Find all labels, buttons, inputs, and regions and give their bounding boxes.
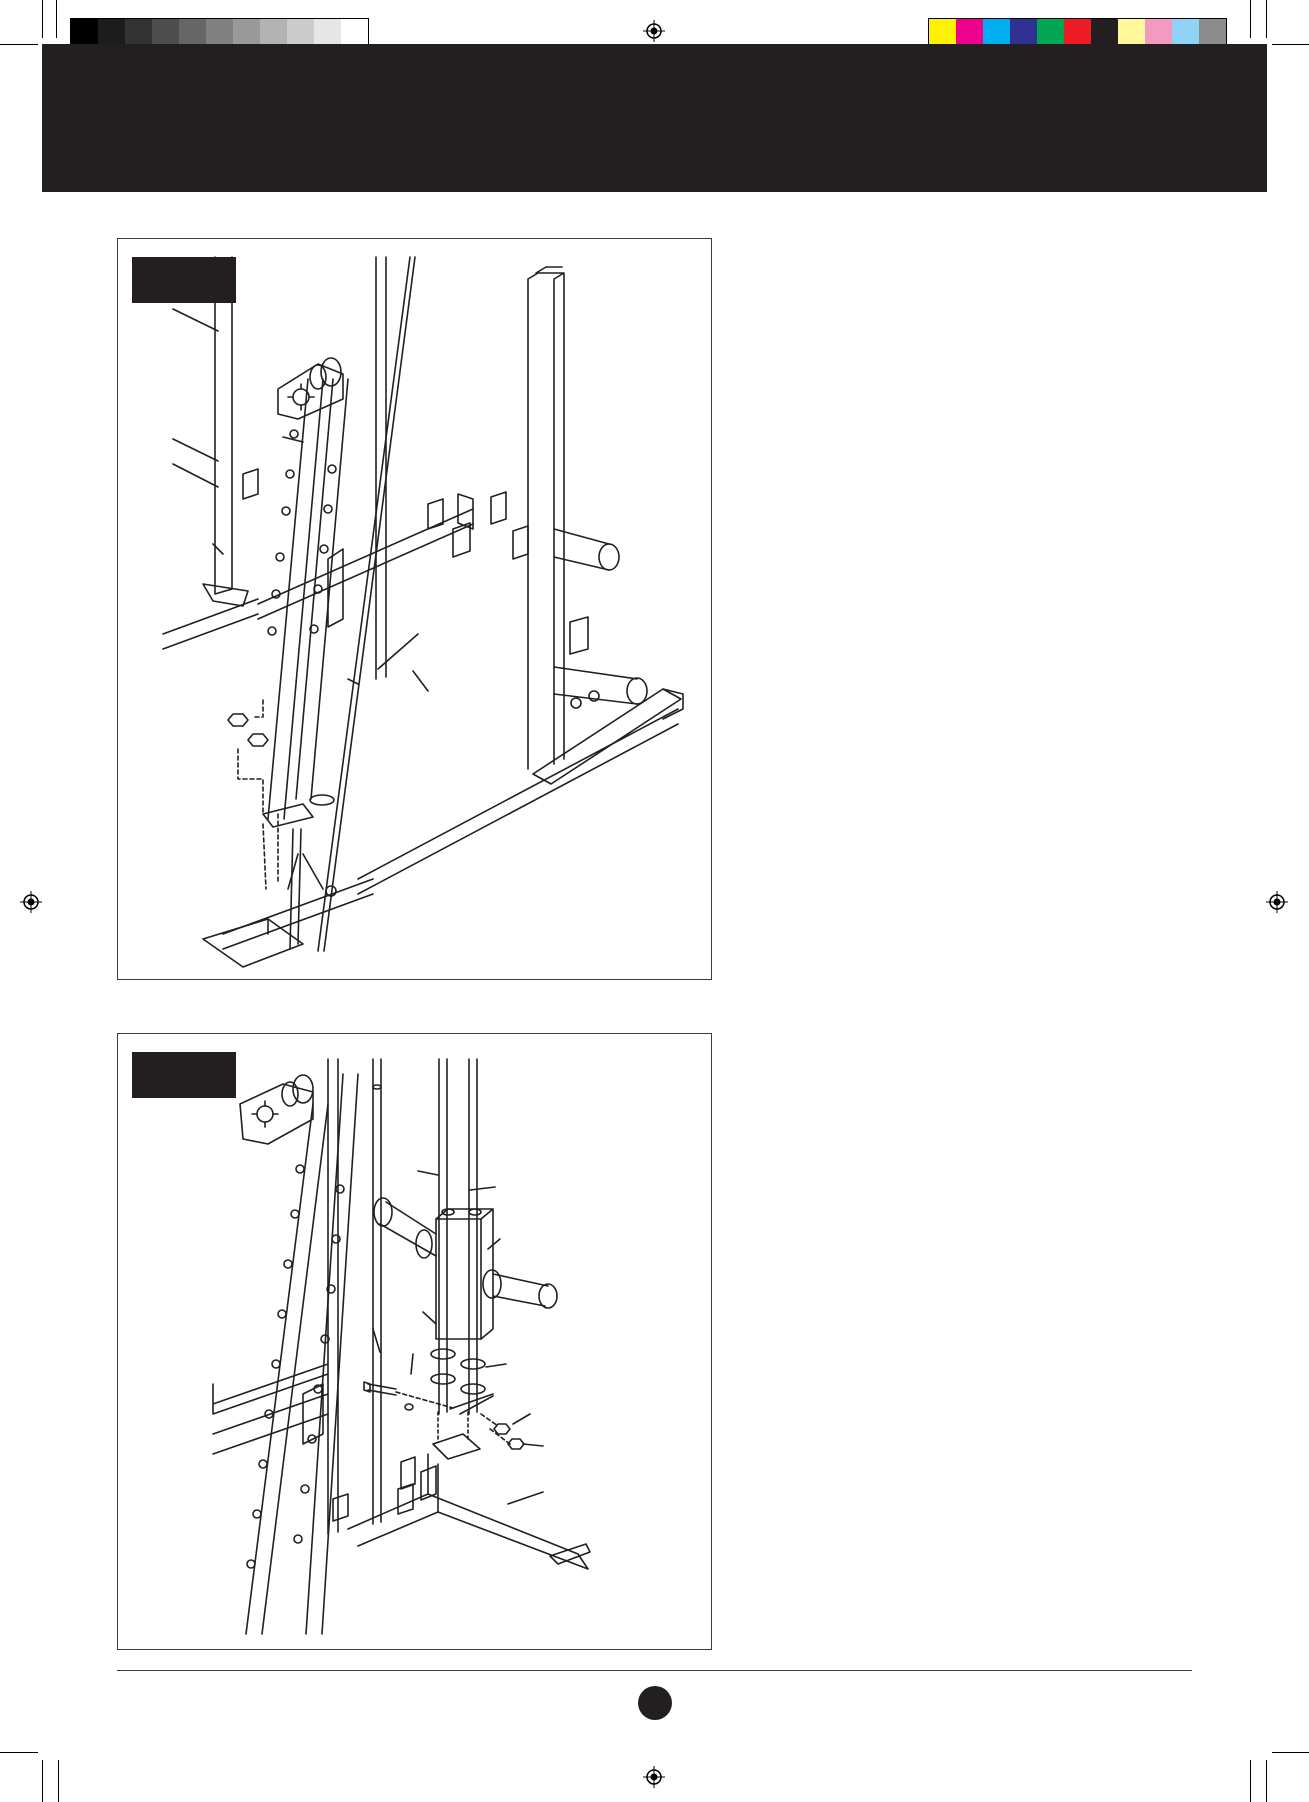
crop-mark xyxy=(0,1752,38,1753)
frame-assembly-drawing xyxy=(118,239,711,979)
color-swatch xyxy=(1064,19,1091,47)
registration-mark-icon xyxy=(20,891,42,913)
gray-swatch xyxy=(314,19,341,47)
crop-mark xyxy=(1272,1752,1309,1753)
gray-swatch xyxy=(287,19,314,47)
gray-swatch xyxy=(71,19,98,47)
page-number-badge xyxy=(638,1686,672,1720)
crop-mark xyxy=(1250,1760,1251,1802)
footer-rule xyxy=(117,1670,1192,1671)
registration-mark-icon xyxy=(643,1766,665,1788)
gray-swatch xyxy=(179,19,206,47)
step-label-tag xyxy=(132,257,236,303)
step-label-tag xyxy=(132,1052,236,1098)
color-swatch xyxy=(1037,19,1064,47)
carriage-assembly-drawing xyxy=(118,1034,711,1649)
crop-mark xyxy=(0,44,38,45)
page-header-bar xyxy=(42,44,1267,192)
gray-swatch xyxy=(152,19,179,47)
gray-swatch xyxy=(125,19,152,47)
crop-mark xyxy=(1250,0,1251,38)
crop-mark xyxy=(1266,1760,1267,1802)
registration-mark-icon xyxy=(643,20,665,42)
color-swatch xyxy=(1145,19,1172,47)
crop-mark xyxy=(56,0,57,38)
step-illustration-frame xyxy=(117,238,712,980)
crop-mark xyxy=(1272,44,1309,45)
gray-swatch xyxy=(260,19,287,47)
gray-swatch xyxy=(206,19,233,47)
gray-swatch xyxy=(233,19,260,47)
step-illustration-frame xyxy=(117,1033,712,1650)
crop-mark xyxy=(58,1760,59,1802)
color-swatch xyxy=(983,19,1010,47)
color-swatch xyxy=(1199,19,1226,47)
gray-swatch xyxy=(98,19,125,47)
color-swatch xyxy=(1172,19,1199,47)
crop-mark xyxy=(1266,0,1267,38)
crop-mark xyxy=(42,1760,43,1802)
color-swatch xyxy=(956,19,983,47)
color-swatch xyxy=(1118,19,1145,47)
gray-swatch xyxy=(341,19,368,47)
registration-mark-icon xyxy=(1266,891,1288,913)
crop-mark xyxy=(42,0,43,38)
color-swatch xyxy=(1091,19,1118,47)
color-swatch xyxy=(929,19,956,47)
color-swatch xyxy=(1010,19,1037,47)
